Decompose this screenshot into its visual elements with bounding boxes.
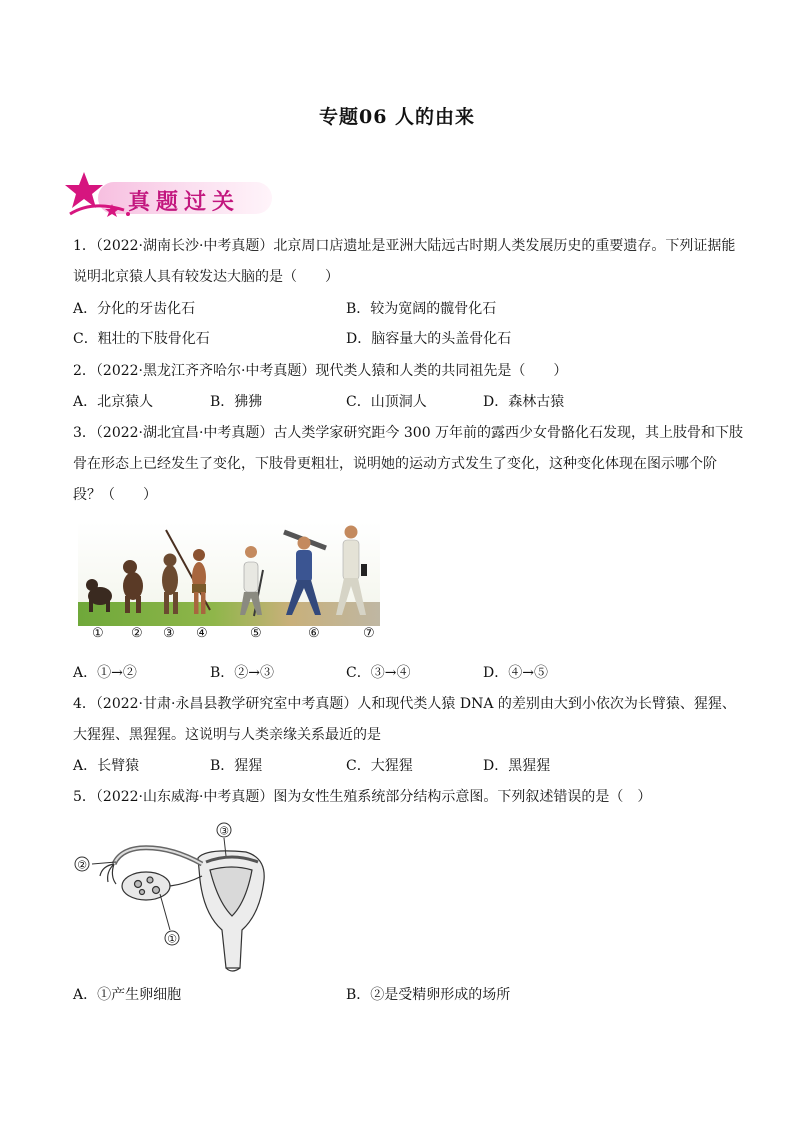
q4-option-b[interactable]: B．猩猩: [210, 758, 263, 774]
q3-option-b[interactable]: B．②→③: [210, 665, 275, 681]
q2-option-d[interactable]: D．森林古猿: [483, 394, 565, 410]
q5-option-a[interactable]: A．①产生卵细胞: [73, 987, 182, 1003]
section-banner: [62, 170, 262, 222]
figure-label-7: ⑦: [363, 626, 375, 641]
figure2-label-2: ②: [77, 858, 87, 872]
q4-option-c[interactable]: C．大猩猩: [346, 758, 413, 774]
q4-option-a[interactable]: A．长臂猿: [73, 758, 140, 774]
figure-label-2: ②: [131, 626, 143, 641]
q4-line1: 4．（2022·甘肃·永昌县教学研究室中考真题）人和现代类人猿 DNA 的差别由大到小依次为长臂猿、猩猩、: [73, 696, 736, 712]
figure-label-6: ⑥: [308, 626, 320, 641]
q2-option-b[interactable]: B．狒狒: [210, 394, 263, 410]
figure-label-3: ③: [163, 626, 175, 641]
q1-option-c[interactable]: C．粗壮的下肢骨化石: [73, 331, 210, 347]
figure-label-1: ①: [92, 626, 104, 641]
q4-line2: 大猩猩、黑猩猩。这说明与人类亲缘关系最近的是: [73, 727, 381, 743]
q2-option-a[interactable]: A．北京猿人: [73, 394, 154, 410]
banner-text: 真题过关: [128, 190, 241, 215]
q1-option-d[interactable]: D．脑容量大的头盖骨化石: [346, 331, 512, 347]
female-reproductive-system-figure: [70, 818, 270, 976]
q3-option-d[interactable]: D．④→⑤: [483, 665, 548, 681]
figure-label-5: ⑤: [250, 626, 262, 641]
q1-line2: 说明北京猿人具有较发达大脑的是（ ）: [73, 269, 339, 285]
q4-option-d[interactable]: D．黑猩猩: [483, 758, 551, 774]
page-title: 专题06 人的由来: [318, 106, 476, 128]
q1-option-b[interactable]: B．较为宽阔的髋骨化石: [346, 301, 497, 317]
q2-option-c[interactable]: C．山顶洞人: [346, 394, 427, 410]
figure2-label-1: ①: [167, 932, 177, 946]
q3-option-c[interactable]: C．③→④: [346, 665, 411, 681]
q3-option-a[interactable]: A．①→②: [73, 665, 137, 681]
q5-option-b[interactable]: B．②是受精卵形成的场所: [346, 987, 511, 1003]
human-evolution-figure: [78, 522, 380, 626]
q3-line2: 骨在形态上已经发生了变化，下肢骨更粗壮，说明她的运动方式发生了变化，这种变化体现在图示哪个阶: [73, 456, 717, 472]
figure2-label-3: ③: [219, 824, 229, 838]
q1-line1: 1．（2022·湖南长沙·中考真题）北京周口店遗址是亚洲大陆远古时期人类发展历史的重要遗存。下列证据能: [73, 238, 736, 254]
q1-option-a[interactable]: A．分化的牙齿化石: [73, 301, 196, 317]
q5-line1: 5．（2022·山东威海·中考真题）图为女性生殖系统部分结构示意图。下列叙述错误的是（ ）: [73, 789, 652, 805]
q2-line1: 2．（2022·黑龙江齐齐哈尔·中考真题）现代类人猿和人类的共同祖先是（ ）: [73, 363, 568, 379]
q3-line1: 3．（2022·湖北宜昌·中考真题）古人类学家研究距今 300 万年前的露西少女骨骼化石发现，其上肢骨和下肢: [73, 425, 744, 441]
figure-label-4: ④: [196, 626, 208, 641]
q3-line3: 段？（ ）: [73, 487, 157, 503]
